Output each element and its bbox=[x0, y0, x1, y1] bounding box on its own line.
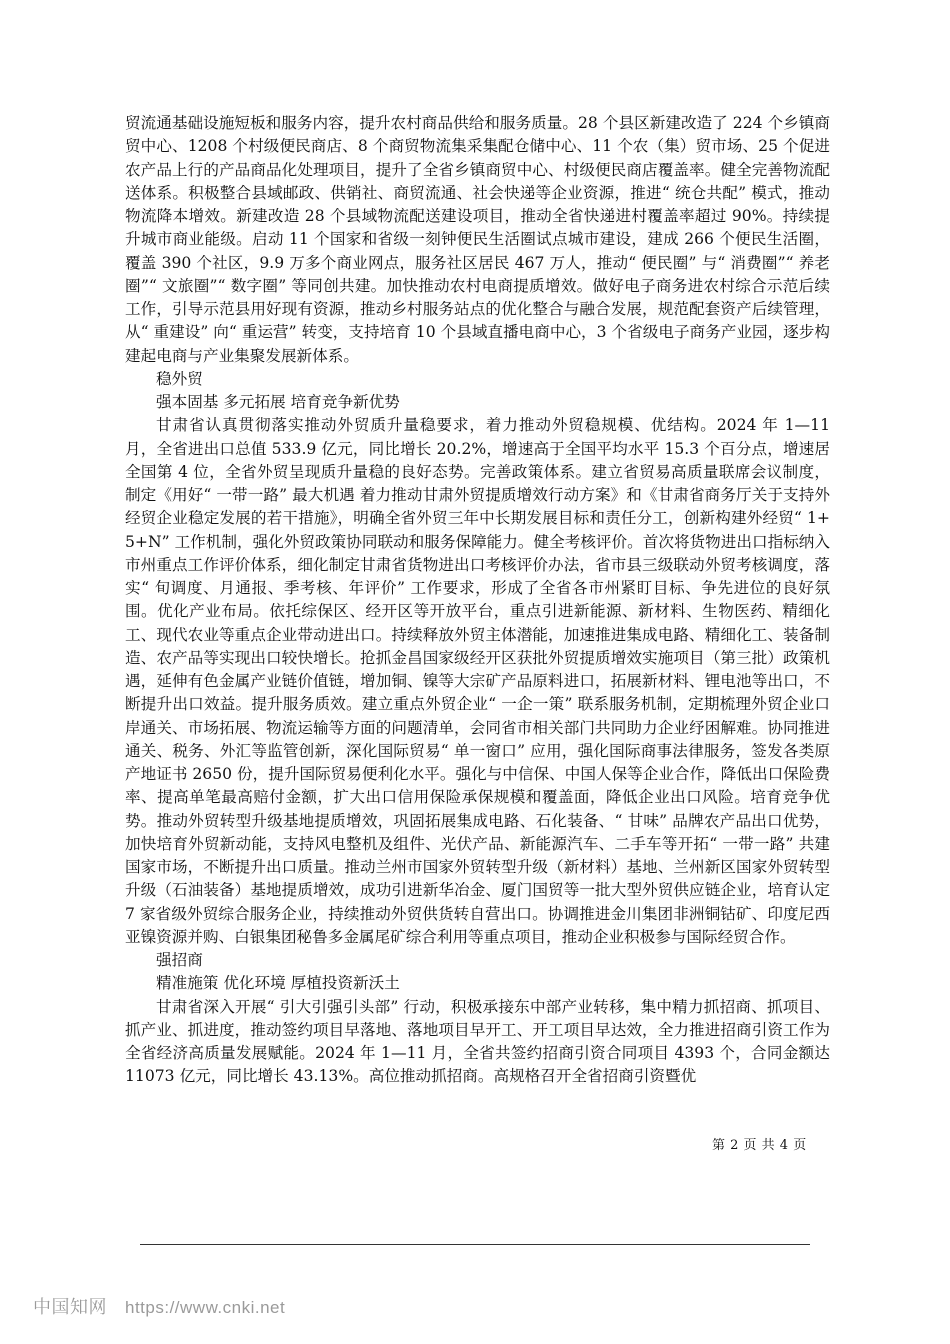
body-paragraph: 甘肃省深入开展“ 引大引强引头部” 行动，积极承接东中部产业转移，集中精力抓招商、抓项目、抓产业、抓进度，推动签约项目早落地、落地项目早开工、开工项目早达效，全力推进招商引资工作为全省经济高质量发展赋能。2024 年 1—11 月，全省共签约招商引资合同项目 4393 个，合同金额达 11073 亿元，同比增长 43.13%。高位推动抓招商。高规格召开全省招商引资暨优 bbox=[125, 997, 830, 1086]
cnki-watermark bbox=[33, 1293, 285, 1319]
document-body bbox=[125, 112, 830, 1089]
watermark-url: https://www.cnki.net bbox=[125, 1298, 286, 1317]
body-paragraph: 贸流通基础设施短板和服务内容，提升农村商品供给和服务质量。28 个县区新建改造了 224 个乡镇商贸中心、1208 个村级便民商店、8 个商贸物流集采集配仓储中心、11 个农（集）贸市场、25 个促进农产品上行的产品商品化处理项目，提升了全省乡镇商贸中心、村级便民商店覆盖率。健全完善物流配送体系。积极整合县域邮政、供销社、商贸流通、社会快递等企业资源，推进“ 统仓共配” 模式，推动物流降本增效。新建改造 28 个县域物流配送建设项目，推动全省快递进村覆盖率超过 90%。持续提升城市商业能级。启动 11 个国家和省级一刻钟便民生活圈试点城市建设，建成 266 个便民生活圈，覆盖 390 个社区，9.9 万多个商业网点，服务社区居民 467 万人，推动“ 便民圈” 与“ 消费圈”“ 养老圈”“ 文旅圈”“ 数字圈” 等同创共建。加快推动农村电商提质增效。做好电子商务进农村综合示范后续工作，引导示范县用好现有资源，推动乡村服务站点的优化整合与融合发展，规范配套资产后续管理，从“ 重建设” 向“ 重运营” 转变，支持培育 10 个县域直播电商中心，3 个省级电子商务产业园，逐步构建起电商与产业集聚发展新体系。 bbox=[125, 114, 830, 365]
page-number: 第 2 页 共 4 页 bbox=[712, 1138, 807, 1153]
body-paragraph: 甘肃省认真贯彻落实推动外贸质升量稳要求，着力推动外贸稳规模、优结构。2024 年 1—11 月，全省进出口总值 533.9 亿元，同比增长 20.2%，增速高于全国平均水平 15.3 个百分点，增速居全国第 4 位，全省外贸呈现质升量稳的良好态势。完善政策体系。建立省贸易高质量联席会议制度，制定《用好“ 一带一路” 最大机遇 着力推动甘肃外贸提质增效行动方案》和《甘肃省商务厅关于支持外经贸企业稳定发展的若干措施》，明确全省外贸三年中长期发展目标和责任分工，创新构建外经贸“ 1+5+N” 工作机制，强化外贸政策协同联动和服务保障能力。健全考核评价。首次将货物进出口指标纳入市州重点工作评价体系，细化制定甘肃省货物进出口考核评价办法，省市县三级联动外贸考核调度，落实“ 旬调度、月通报、季考核、年评价” 工作要求，形成了全省各市州紧盯目标、争先进位的良好氛围。优化产业布局。依托综保区、经开区等开放平台，重点引进新能源、新材料、生物医药、精细化工、现代农业等重点企业带动进出口。持续释放外贸主体潜能，加速推进集成电路、精细化工、装备制造、农产品等实现出口较快增长。抢抓金昌国家级经开区获批外贸提质增效实施项目（第三批）政策机遇，延伸有色金属产业链价值链，增加铜、镍等大宗矿产品原料进口，拓展新材料、锂电池等出口，不断提升出口效益。提升服务质效。建立重点外贸企业“ 一企一策” 联系服务机制，定期梳理外贸企业口岸通关、市场拓展、物流运输等方面的问题清单，会同省市相关部门共同助力企业纾困解难。协同推进通关、税务、外汇等监管创新，深化国际贸易“ 单一窗口” 应用，强化国际商事法律服务，签发各类原产地证书 2650 份，提升国际贸易便利化水平。强化与中信保、中国人保等企业合作，降低出口保险费率、提高单笔最高赔付金额，扩大出口信用保险承保规模和覆盖面，降低企业出口风险。培育竞争优势。推动外贸转型升级基地提质增效，巩固拓展集成电路、石化装备、“ 甘味” 品牌农产品出口优势，加快培育外贸新动能，支持风电整机及组件、光伏产品、新能源汽车、二手车等开拓“ 一带一路” 共建国家市场，不断提升出口质量。推动兰州市国家外贸转型升级（新材料）基地、兰州新区国家外贸转型升级（石油装备）基地提质增效，成功引进新华冶金、厦门国贸等一批大型外贸供应链企业，培育认定 7 家省级外贸综合服务企业，持续推动外贸供货转自营出口。协调推进金川集团非洲铜钴矿、印度尼西亚镍资源并购、白银集团秘鲁多金属尾矿综合利用等重点项目，推动企业积极参与国际经贸合作。 bbox=[125, 416, 830, 946]
watermark-brand: 中国知网 bbox=[33, 1297, 107, 1317]
section-subheading: 强本固基 多元拓展 培育竞争新优势 bbox=[156, 393, 400, 411]
section-heading: 强招商 bbox=[156, 951, 203, 969]
section-heading: 稳外贸 bbox=[156, 369, 203, 388]
section-subheading: 精准施策 优化环境 厚植投资新沃土 bbox=[156, 974, 400, 993]
footer-divider bbox=[140, 1244, 810, 1245]
